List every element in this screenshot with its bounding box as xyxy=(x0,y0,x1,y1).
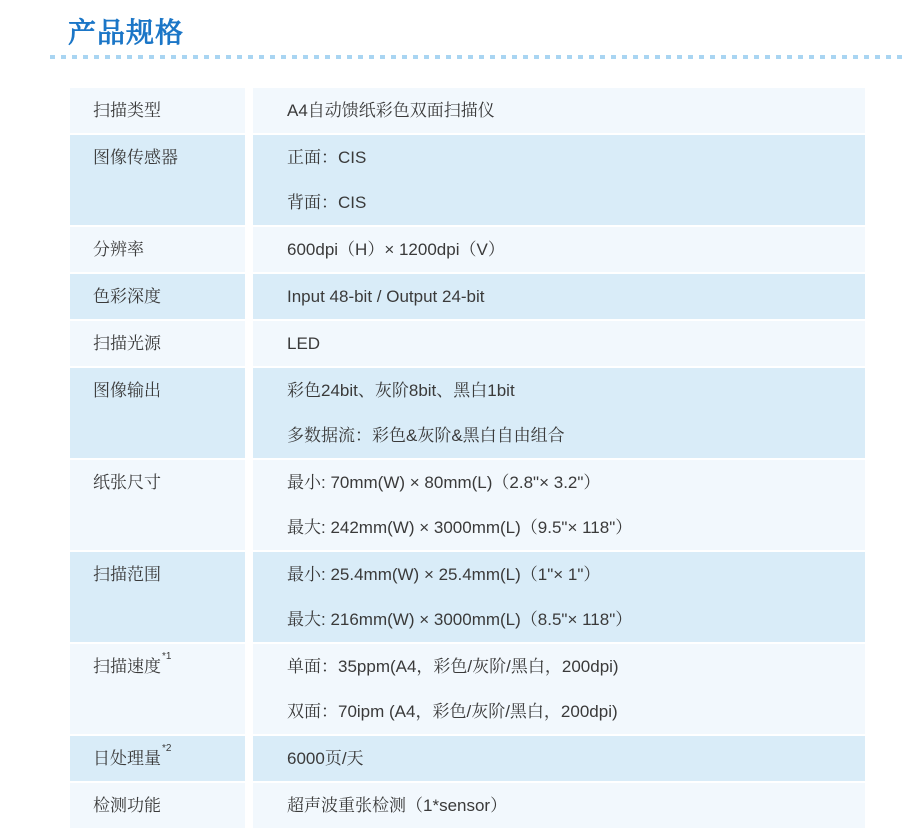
spec-value-cell xyxy=(253,552,865,642)
spec-label-cell xyxy=(70,783,245,828)
spec-label: 分辨率 xyxy=(93,240,144,259)
spec-row xyxy=(70,368,865,458)
spec-label: 扫描光源 xyxy=(93,334,161,353)
spec-label-cell xyxy=(70,227,245,272)
spec-value-cell xyxy=(253,736,865,781)
spec-value-line: 最大: 216mm(W) × 3000mm(L)（8.5"× 118"） xyxy=(287,610,633,629)
spec-row xyxy=(70,88,865,133)
spec-value-line: 6000页/天 xyxy=(287,749,364,768)
spec-value-cell xyxy=(253,321,865,366)
spec-label-cell xyxy=(70,460,245,550)
spec-value-line: 最小: 70mm(W) × 80mm(L)（2.8"× 3.2"） xyxy=(287,473,601,492)
spec-value-line: A4自动馈纸彩色双面扫描仪 xyxy=(287,101,495,120)
spec-value-cell xyxy=(253,644,865,734)
spec-label-cell xyxy=(70,135,245,225)
spec-row xyxy=(70,736,865,781)
spec-value-cell xyxy=(253,227,865,272)
spec-value-line: 超声波重张检测（1*sensor） xyxy=(287,796,508,815)
spec-label-cell xyxy=(70,368,245,458)
spec-label-cell xyxy=(70,321,245,366)
spec-label: 图像输出 xyxy=(93,381,161,400)
spec-row xyxy=(70,135,865,225)
spec-label-cell xyxy=(70,644,245,734)
spec-value-cell xyxy=(253,88,865,133)
spec-value-cell xyxy=(253,274,865,319)
spec-value-line: 多数据流：彩色&灰阶&黑白自由组合 xyxy=(287,426,565,445)
spec-label: 图像传感器 xyxy=(93,148,178,167)
spec-value-line: 600dpi（H）× 1200dpi（V） xyxy=(287,240,505,259)
spec-row xyxy=(70,321,865,366)
spec-value-line: 单面：35ppm(A4，彩色/灰阶/黑白，200dpi) xyxy=(287,657,619,676)
spec-value-cell xyxy=(253,783,865,828)
spec-value-line: 正面：CIS xyxy=(287,148,367,167)
spec-table xyxy=(70,88,865,828)
spec-row xyxy=(70,644,865,734)
spec-label: 色彩深度 xyxy=(93,287,161,306)
spec-value-line: 背面：CIS xyxy=(287,193,367,212)
dotted-divider xyxy=(50,55,906,59)
spec-value-cell xyxy=(253,135,865,225)
spec-label-footnote: *1 xyxy=(162,651,172,663)
spec-value-cell xyxy=(253,460,865,550)
spec-value-line: Input 48-bit / Output 24-bit xyxy=(287,287,485,306)
spec-label-cell xyxy=(70,552,245,642)
spec-value-line: 最小: 25.4mm(W) × 25.4mm(L)（1"× 1"） xyxy=(287,565,601,584)
spec-value-line: 最大: 242mm(W) × 3000mm(L)（9.5"× 118"） xyxy=(287,518,633,537)
spec-row xyxy=(70,552,865,642)
spec-label-cell xyxy=(70,736,245,781)
spec-label-cell xyxy=(70,88,245,133)
spec-label-footnote: *2 xyxy=(162,743,172,755)
spec-value-line: 双面：70ipm (A4，彩色/灰阶/黑白，200dpi) xyxy=(287,702,618,721)
spec-row xyxy=(70,274,865,319)
spec-row xyxy=(70,783,865,828)
spec-label: 扫描范围 xyxy=(93,565,161,584)
spec-label: 纸张尺寸 xyxy=(93,473,161,492)
spec-value-line: 彩色24bit、灰阶8bit、黑白1bit xyxy=(287,381,515,400)
spec-value-cell xyxy=(253,368,865,458)
spec-value-line: LED xyxy=(287,334,321,353)
spec-row xyxy=(70,227,865,272)
spec-label: 扫描类型 xyxy=(93,101,161,120)
spec-label-cell xyxy=(70,274,245,319)
spec-label: 日处理量 xyxy=(93,749,161,768)
spec-label: 扫描速度 xyxy=(93,657,161,676)
spec-row xyxy=(70,460,865,550)
spec-label: 检测功能 xyxy=(93,796,161,815)
page-title: 产品规格 xyxy=(68,17,185,48)
